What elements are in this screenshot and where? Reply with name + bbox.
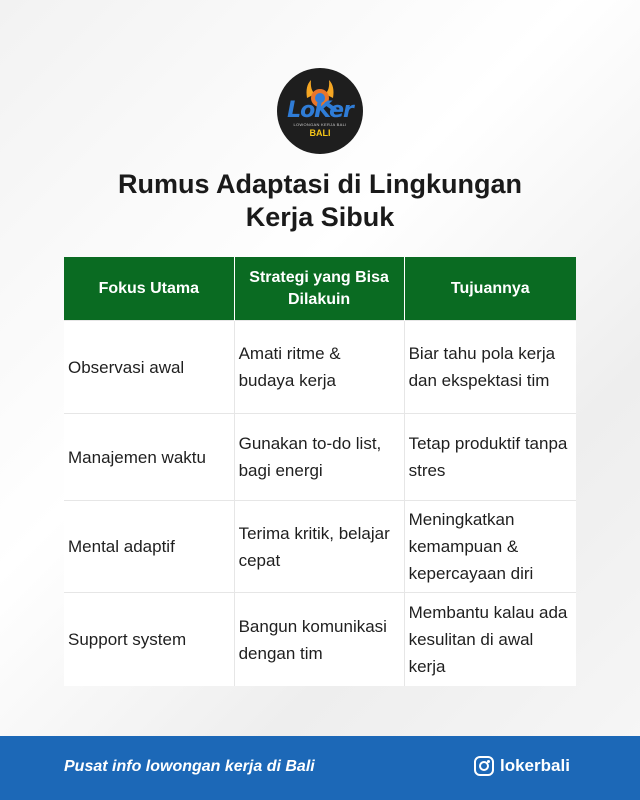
header-fokus-utama: Fokus Utama <box>64 257 234 321</box>
table-cell-strategy: Terima kritik, belajar cepat <box>234 501 404 593</box>
footer-bar <box>0 736 640 800</box>
instagram-handle: lokerbali <box>500 756 570 775</box>
table-header-row <box>64 257 576 321</box>
logo-region: BALI <box>309 128 331 138</box>
table-cell-focus: Mental adaptif <box>64 501 234 593</box>
footer-tagline: Pusat info lowongan kerja di Bali <box>64 758 315 775</box>
table-row <box>64 501 576 593</box>
table-cell-focus: Support system <box>64 593 234 687</box>
table-cell-strategy: Bangun komunikasi dengan tim <box>234 593 404 687</box>
header-tujuannya: Tujuannya <box>404 257 576 321</box>
table-cell-focus: Observasi awal <box>64 321 234 414</box>
table-row <box>64 321 576 414</box>
table-row <box>64 414 576 501</box>
table-cell-goal: Membantu kalau ada kesulitan di awal kerja <box>404 593 576 687</box>
table-row <box>64 593 576 687</box>
instagram-icon <box>474 756 494 776</box>
table-cell-goal: Meningkatkan kemampuan & kepercayaan diri <box>404 501 576 593</box>
strategy-table <box>64 257 576 686</box>
table-cell-goal: Tetap produktif tanpa stres <box>404 414 576 501</box>
logo-text: LoKer <box>287 98 353 123</box>
table-cell-strategy: Amati ritme & budaya kerja <box>234 321 404 414</box>
logo-subtext: LOWONGAN KERJA BALI <box>293 122 347 127</box>
table-cell-focus: Manajemen waktu <box>64 414 234 501</box>
table-cell-goal: Biar tahu pola kerja dan ekspektasi tim <box>404 321 576 414</box>
brand-logo <box>277 68 363 154</box>
page-title: Rumus Adaptasi di Lingkungan Kerja Sibuk <box>117 169 522 232</box>
header-strategi: Strategi yang Bisa Dilakuin <box>234 257 404 321</box>
instagram-link[interactable] <box>474 756 570 776</box>
table-cell-strategy: Gunakan to-do list, bagi energi <box>234 414 404 501</box>
